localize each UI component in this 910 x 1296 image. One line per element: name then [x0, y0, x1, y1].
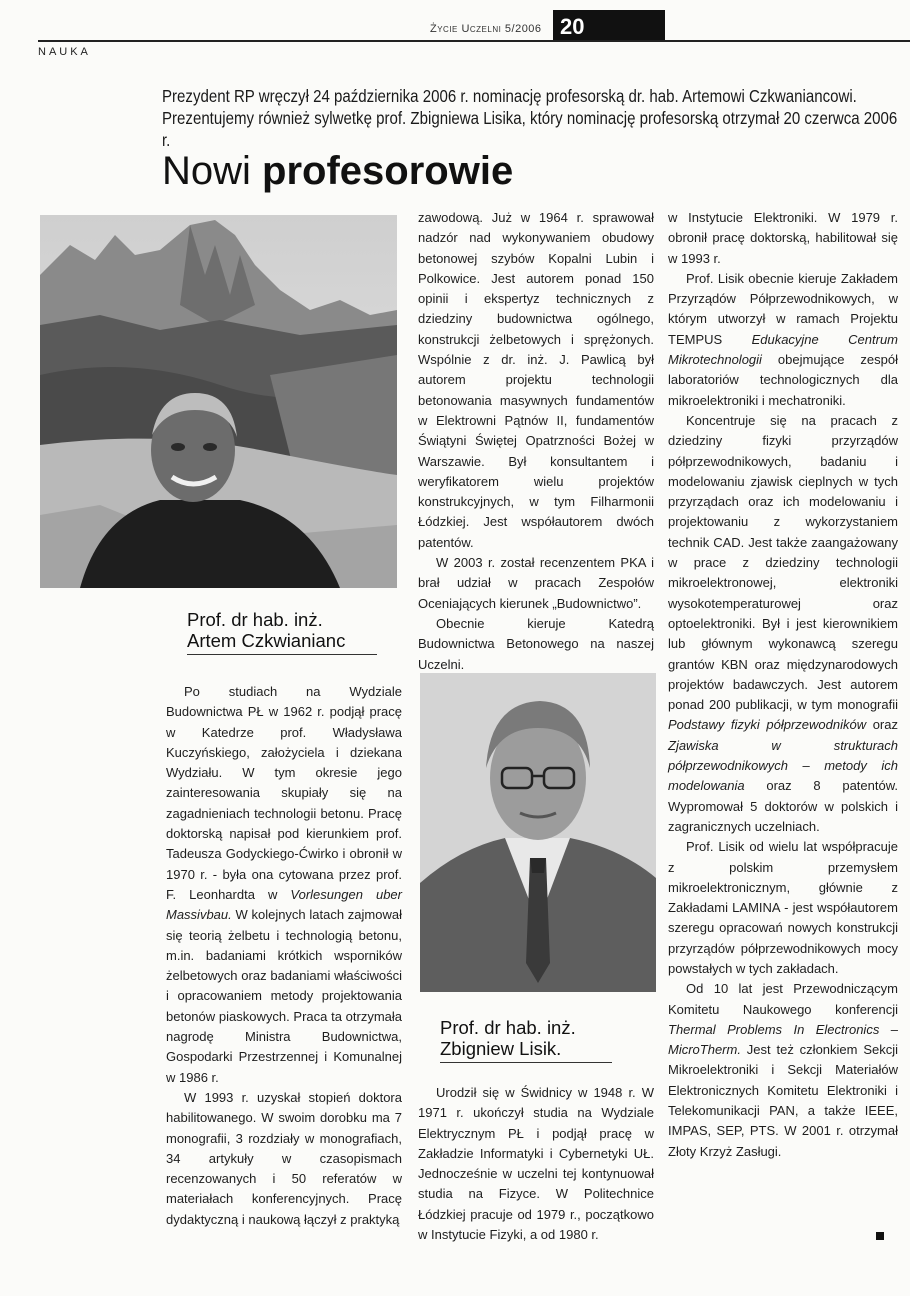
italic-title: Edukacyjne Centrum Mikrotechnologii: [668, 331, 898, 368]
paragraph: [166, 682, 402, 1088]
italic-title: Vorlesungen uber Massivbau.: [166, 886, 402, 923]
text-column-1: [166, 682, 402, 1230]
paragraph: Urodził się w Świdnicy w 1948 r. W 1971 r. ukończył studia na Wydziale Elektrycznym PŁ i podjął pracę w Zakładzie Informatyki i Cybernetyki UŁ. Jednocześnie w uczelni tej kontynuował studia na Fizyce. W Politechnice Łódzkiej pracuje od 1979 r., początkowo w Instytucie Fizyki, a od 1980 r.: [418, 1085, 654, 1243]
headline: [162, 147, 513, 195]
page-number: 20: [560, 14, 585, 39]
end-of-article-mark: [876, 1232, 884, 1240]
caption-title: Prof. dr hab. inż.: [187, 609, 323, 630]
paragraph: Prof. Lisik od wielu lat współpracuje z polskim przemysłem mikroelektronicznym, głównie z Zakładami LAMINA - jest współautorem szeregu opracowań nowych konstrukcji przyrządów półprzewodnikowych mocy powstałych w tych zakładach.: [668, 839, 898, 976]
text-column-2: [418, 208, 654, 675]
headline-light: Nowi: [162, 149, 251, 193]
text-run: oraz 8 patentów. Wypromował 5 doktorów w polskich i zagranicznych uczelniach.: [668, 778, 898, 834]
text-run: Od 10 lat jest Przewodniczącym Komitetu Naukowego konferencji: [668, 981, 898, 1017]
text-run: Po studiach na Wydziale Budownictwa PŁ w 1962 r. podjął pracę w Katedrze prof. Władysława Kuczyńskiego, założyciela i dziekana Wydziału. W tym okresie jego zainteresowania skupiały się na zagadnieniach technologii betonu. Pracę doktorską napisał pod kierunkiem prof. Tadeusza Godyckiego-Ćwirko i obronił w 1970 r. - była ona cytowana przez prof. F. Leonhardta w: [166, 684, 402, 902]
running-title: Życie Uczelni 5/2006: [430, 23, 542, 35]
italic-title: Zjawiska w strukturach półprzewodnikowych – metody ich modelowania: [668, 737, 898, 794]
text-run: Jest też członkiem Sekcji Mikroelektroniki i Sekcji Materiałów Elektronicznych Komitetu Elektroniki i Telekomunikacji PAN, a także IEEE, IMPAS, SEP, PTS. W 2001 r. otrzymał Złoty Krzyż Zasługi.: [668, 1042, 898, 1159]
text-run: Koncentruje się na pracach z dziedziny fizyki przyrządów półprzewodnikowych, badaniu i modelowaniu zjawisk cieplnych w tych przyrządach oraz ich modelowaniu i projektowaniu z wykorzystaniem technik CAD. Jest także zaangażowany w prace z dziedziny technologii mikroelektronowej, elektroniki wysokotemperaturowej oraz optoelektroniki. Był i jest kierownikiem lub głównym wykonawcą szeregu grantów KBN oraz międzynarodowych projektów badawczych. Jest autorem ponad 200 publikacji, w tym monografii: [668, 412, 898, 713]
text-run: W kolejnych latach zajmował się teorią żelbetu i technologią betonu, m.in. badaniami krótkich wsporników żelbetowych oraz badaniami właściwości i opracowaniem metody projektowania betonów piaskowych. Praca ta otrzymała nagrodę Ministra Budownictwa, Gospodarki Przestrzennej i Komunalnej w 1986 r.: [166, 907, 402, 1085]
header-rule: [38, 40, 910, 42]
caption-czkwianianc: [187, 609, 345, 651]
paragraph: zawodową. Już w 1964 r. sprawował nadzór nad wykonywaniem obudowy betonowej szybów Kopalni Lubin i Polkowice. Jest autorem ponad 150 opinii i ekspertyz technicznych z dziedziny budownictwa ogólnego, konstrukcji żelbetowych i sprężonych. Wspólnie z dr. inż. J. Pawlicą był autorem projektu technologii betonowania masywnych fundamentów w Elektrowni Pątnów II, fundamentów Świątyni Świętej Opatrzności Bożej w Warszawie. Był konsultantem i weryfikatorem wielu projektów konstrukcyjnych, w tym Filharmonii Łódzkiej. Jest współautorem dwóch patentów.: [418, 210, 654, 550]
italic-title: Thermal Problems In Electronics – MicroTherm.: [668, 1021, 898, 1058]
section-label: NAUKA: [38, 46, 91, 58]
text-column-4: [668, 208, 898, 1162]
paragraph: w Instytucie Elektroniki. W 1979 r. obronił pracę doktorską, habilitował się w 1993 r.: [668, 210, 898, 266]
caption-rule: [440, 1062, 612, 1063]
paragraph: W 2003 r. został recenzentem PKA i brał udział w pracach Zespołów Oceniających kierunek „Budownictwo”.: [418, 555, 654, 611]
photo-czkwianianc: [40, 215, 397, 588]
paragraph: [668, 269, 898, 411]
text-run: oraz: [866, 717, 898, 733]
paragraph: W 1993 r. uzyskał stopień doktora habilitowanego. W swoim dorobku ma 7 monografii, 3 rozdziały w monografiach, 34 artykuły w czasopismach recenzowanych i 50 referatów w materiałach konferencyjnych. Pracę dydaktyczną i naukową łączył z praktyką: [166, 1089, 402, 1227]
caption-title: Prof. dr hab. inż.: [440, 1017, 576, 1038]
italic-title: Podstawy fizyki półprzewodników: [668, 717, 867, 733]
caption-name: Zbigniew Lisik.: [440, 1038, 562, 1059]
paragraph: [668, 979, 898, 1162]
paragraph: Obecnie kieruje Katedrą Budownictwa Betonowego na naszej Uczelni.: [418, 615, 654, 672]
text-run: obejmujące zespół laboratoriów technologicznych dla mikroelektroniki i mechatroniki.: [668, 352, 898, 408]
text-column-3: [418, 1083, 654, 1245]
caption-lisik: [440, 1017, 576, 1059]
lead-paragraph: Prezydent RP wręczył 24 października 2006 r. nominację profesorską dr. hab. Artemowi Czkwaniancowi. Prezentujemy również sylwetkę prof. Zbigniewa Lisika, który nominację profesorską otrzymał 20 czerwca 2006 r.: [162, 86, 898, 150]
headline-bold: profesorowie: [262, 149, 514, 193]
paragraph: [668, 411, 898, 837]
caption-name: Artem Czkwianianc: [187, 630, 346, 651]
photo-lisik: [420, 673, 656, 992]
caption-rule: [187, 654, 377, 655]
text-run: Prof. Lisik obecnie kieruje Zakładem Przyrządów Półprzewodnikowych, w którym utworzył w ramach Projektu TEMPUS: [668, 270, 898, 347]
